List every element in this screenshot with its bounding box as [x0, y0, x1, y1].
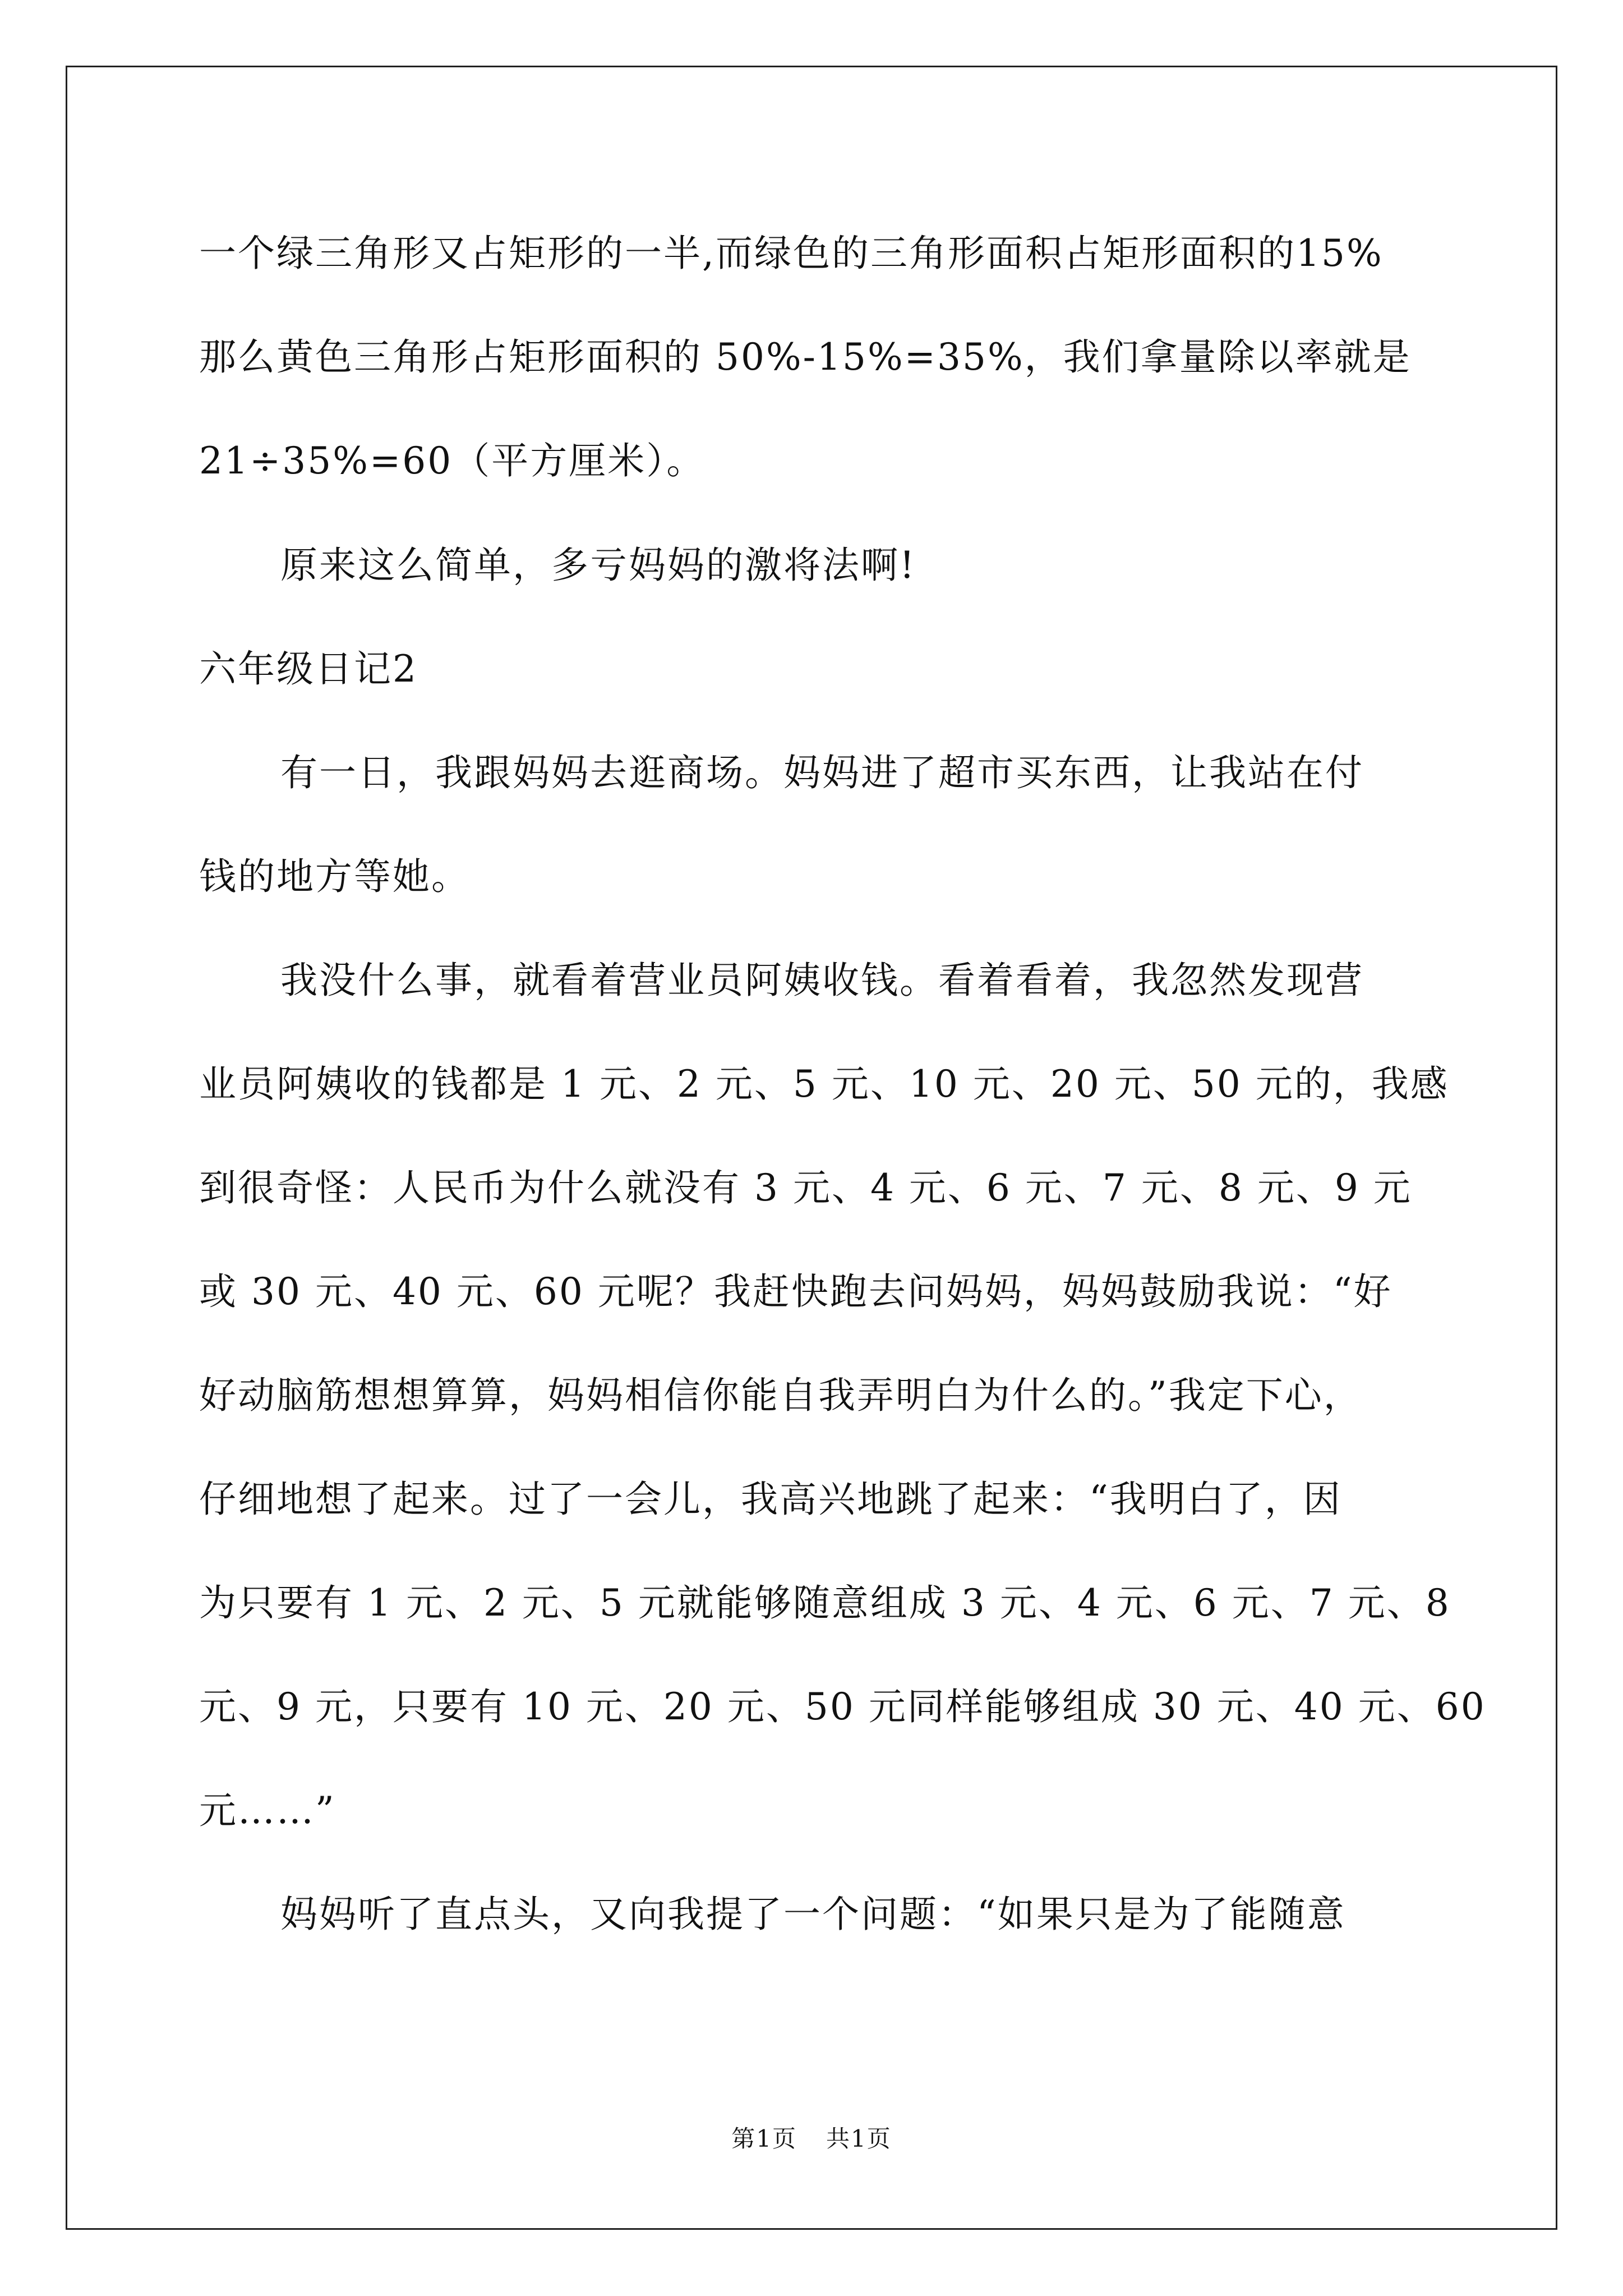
text-line: 元、9 元，只要有 10 元、20 元、50 元同样能够组成 30 元、40 元、60 [199, 1685, 1486, 1728]
text-line: 有一日，我跟妈妈去逛商场。妈妈进了超市买东西，让我站在付 [280, 751, 1364, 794]
page-footer [0, 2125, 1623, 2153]
text-line: 那么黄色三角形占矩形面积的 50%-15%=35%，我们拿量除以率就是 [199, 335, 1412, 379]
text-line: 原来这么简单，多亏妈妈的激将法啊! [280, 544, 916, 587]
text-line: 仔细地想了起来。过了一会儿，我高兴地跳了起来：“我明白了，因 [199, 1478, 1342, 1521]
text-line: 或 30 元、40 元、60 元呢？我赶快跑去问妈妈，妈妈鼓励我说：“好 [199, 1270, 1393, 1313]
text-line: 为只要有 1 元、2 元、5 元就能够随意组成 3 元、4 元、6 元、7 元、8 [199, 1581, 1451, 1625]
text-line: 我没什么事，就看着营业员阿姨收钱。看着看着，我忽然发现营 [280, 959, 1364, 1002]
page-total: 共1页 [826, 2125, 892, 2152]
text-line: 21÷35%=60（平方厘米）。 [199, 439, 706, 482]
text-line: 妈妈听了直点头，又向我提了一个问题：“如果只是为了能随意 [280, 1893, 1346, 1936]
page-number: 第1页 [731, 2125, 797, 2152]
section-heading: 六年级日记2 [199, 647, 418, 691]
text-line: 到很奇怪：人民币为什么就没有 3 元、4 元、6 元、7 元、8 元、9 元 [199, 1166, 1412, 1209]
text-line: 钱的地方等她。 [199, 855, 470, 898]
text-line: 好动脑筋想想算算，妈妈相信你能自我弄明白为什么的。”我定下心， [199, 1374, 1362, 1417]
text-line: 元……” [199, 1789, 336, 1832]
text-line: 业员阿姨收的钱都是 1 元、2 元、5 元、10 元、20 元、50 元的，我感 [199, 1062, 1449, 1106]
text-line: 一个绿三角形又占矩形的一半,而绿色的三角形面积占矩形面积的15% [199, 232, 1384, 275]
